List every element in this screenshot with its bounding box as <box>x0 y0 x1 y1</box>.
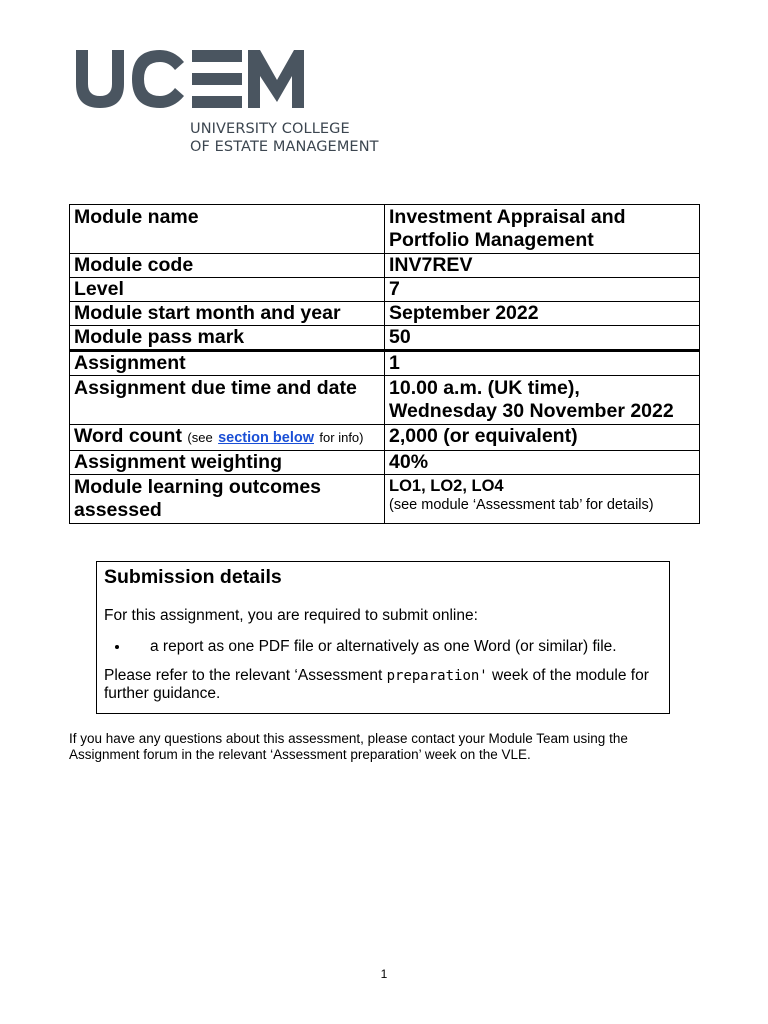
value-word-count: 2,000 (or equivalent) <box>385 425 700 451</box>
submission-details-box <box>96 561 670 714</box>
row-module-code <box>70 254 700 278</box>
submission-refer <box>104 667 662 703</box>
submission-refer-mono: preparation' <box>386 668 488 684</box>
value-weighting: 40% <box>385 451 700 475</box>
logo-subtitle-line-1: UNIVERSITY COLLEGE <box>190 121 350 137</box>
module-info-table <box>69 204 700 524</box>
label-outcomes-line-1: Module learning outcomes <box>74 476 322 498</box>
submission-intro: For this assignment, you are required to submit online: <box>104 607 478 624</box>
value-outcomes-note: (see module ‘Assessment tab’ for details) <box>389 497 654 513</box>
row-module-name <box>70 205 700 254</box>
label-module-name: Module name <box>70 205 385 254</box>
section-below-link[interactable]: section below <box>218 430 314 446</box>
value-due <box>385 376 700 425</box>
submission-bullet: • a report as one PDF file or alternatively as one Word (or similar) file. <box>130 637 662 656</box>
row-assignment <box>70 351 700 376</box>
value-due-line-2: Wednesday 30 November 2022 <box>389 400 674 422</box>
value-assignment: 1 <box>385 351 700 376</box>
row-outcomes <box>70 475 700 524</box>
contact-text: If you have any questions about this assessment, please contact your Module Team using the Assignment forum in the relevant ‘Assessment preparation’ week on the VLE. <box>69 731 628 762</box>
word-count-info: for info) <box>319 430 364 445</box>
value-start: September 2022 <box>385 302 700 326</box>
logo-subtitle <box>190 120 379 156</box>
row-word-count <box>70 425 700 451</box>
label-assignment: Assignment <box>70 351 385 376</box>
label-start: Module start month and year <box>70 302 385 326</box>
row-pass-mark <box>70 326 700 351</box>
value-due-line-1: 10.00 a.m. (UK time), <box>389 377 580 399</box>
label-outcomes-line-2: assessed <box>74 499 162 521</box>
page-number: 1 <box>380 967 388 981</box>
value-module-name <box>385 205 700 254</box>
value-module-code: INV7REV <box>385 254 700 278</box>
ucem-wordmark-icon <box>74 46 306 110</box>
row-start <box>70 302 700 326</box>
label-word-count <box>70 425 385 451</box>
value-level: 7 <box>385 278 700 302</box>
label-module-code: Module code <box>70 254 385 278</box>
label-level: Level <box>70 278 385 302</box>
value-outcomes <box>385 475 700 524</box>
submission-refer-part-2: week of the module for further guidance. <box>104 667 649 702</box>
value-outcomes-list: LO1, LO2, LO4 <box>389 477 504 495</box>
value-module-name-line-1: Investment Appraisal and <box>389 206 626 228</box>
ucem-logo <box>74 46 384 158</box>
submission-refer-part-1: Please refer to the relevant ‘Assessment <box>104 667 387 684</box>
submission-list <box>104 637 662 656</box>
word-count-label: Word count <box>74 425 182 447</box>
value-module-name-line-2: Portfolio Management <box>389 229 594 251</box>
row-due <box>70 376 700 425</box>
row-weighting <box>70 451 700 475</box>
word-count-see: (see <box>187 430 213 445</box>
label-outcomes <box>70 475 385 524</box>
value-pass-mark: 50 <box>385 326 700 351</box>
label-weighting: Assignment weighting <box>70 451 385 475</box>
logo-subtitle-line-2: OF ESTATE MANAGEMENT <box>190 139 379 155</box>
row-level <box>70 278 700 302</box>
label-due: Assignment due time and date <box>70 376 385 425</box>
submission-title: Submission details <box>104 566 282 588</box>
label-pass-mark: Module pass mark <box>70 326 385 351</box>
